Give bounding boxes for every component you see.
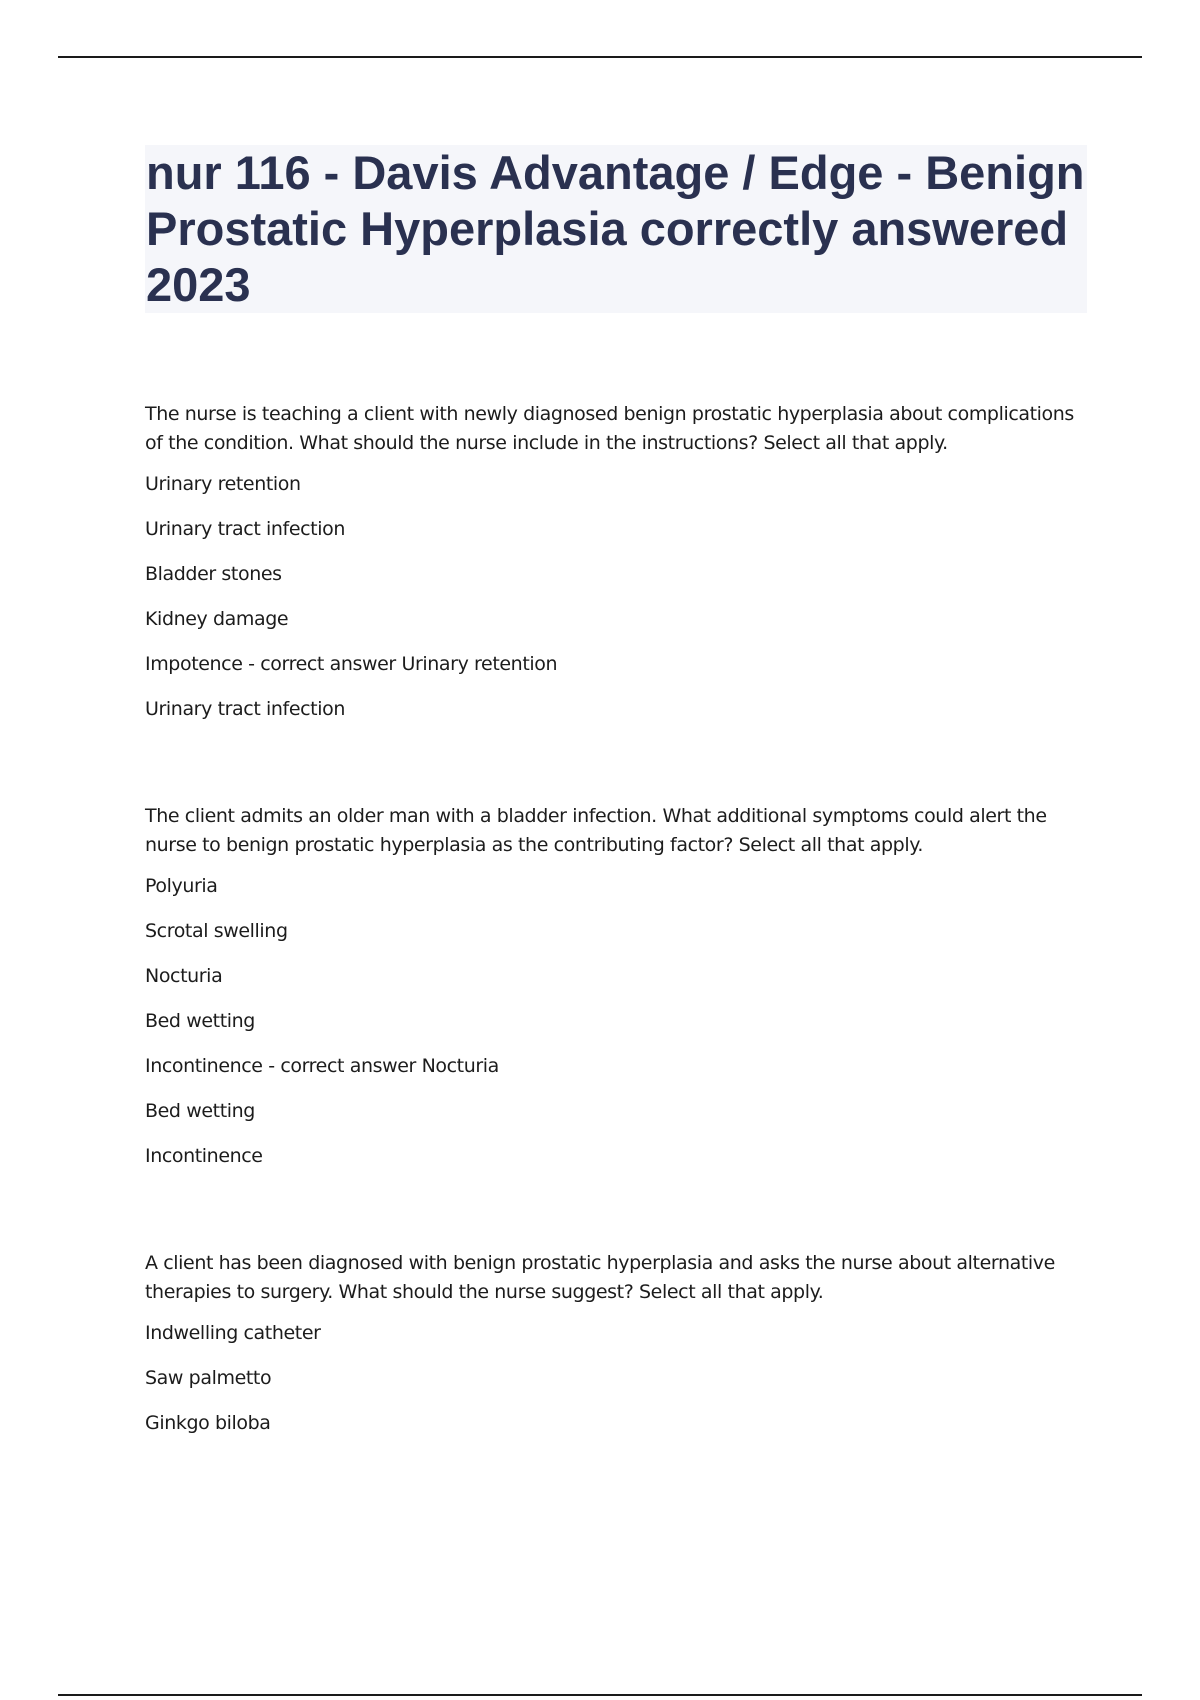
answer-option: Indwelling catheter bbox=[145, 1322, 321, 1344]
answer-option: Bed wetting bbox=[145, 1010, 255, 1032]
answer-option: Urinary tract infection bbox=[145, 698, 345, 720]
answer-option: Bed wetting bbox=[145, 1100, 255, 1122]
question-text: A client has been diagnosed with benign prostatic hyperplasia and asks the nurse about alternative therapies to surgery. What should the nurse suggest? Select all that apply. bbox=[145, 1252, 1055, 1303]
question-block-3 bbox=[145, 1249, 1090, 1454]
answer-option: Bladder stones bbox=[145, 563, 282, 585]
answer-option: Urinary tract infection bbox=[145, 518, 345, 540]
bottom-rule bbox=[58, 1694, 1142, 1696]
answer-option: Scrotal swelling bbox=[145, 920, 288, 942]
answer-option: Saw palmetto bbox=[145, 1367, 272, 1389]
answer-option: Ginkgo biloba bbox=[145, 1412, 271, 1434]
answer-option: Kidney damage bbox=[145, 608, 289, 630]
answer-option: Polyuria bbox=[145, 875, 218, 897]
document-title: nur 116 - Davis Advantage / Edge - Benign Prostatic Hyperplasia correctly answered 2023 bbox=[146, 146, 1085, 311]
answer-option: Nocturia bbox=[145, 965, 223, 987]
question-block-1 bbox=[145, 400, 1090, 740]
top-rule bbox=[58, 56, 1142, 58]
answer-option: Incontinence bbox=[145, 1145, 263, 1167]
document-body bbox=[145, 400, 1090, 1516]
question-text: The client admits an older man with a bladder infection. What additional symptoms could alert the nurse to benign prostatic hyperplasia as the contributing factor? Select all that apply. bbox=[145, 805, 1047, 856]
answer-option: Incontinence - correct answer Nocturia bbox=[145, 1055, 499, 1077]
answer-option: Impotence - correct answer Urinary retention bbox=[145, 653, 558, 675]
question-block-2 bbox=[145, 802, 1090, 1187]
title-box bbox=[145, 145, 1087, 313]
question-text: The nurse is teaching a client with newly diagnosed benign prostatic hyperplasia about complications of the condition. What should the nurse include in the instructions? Select all that apply. bbox=[145, 403, 1074, 454]
answer-option: Urinary retention bbox=[145, 473, 301, 495]
